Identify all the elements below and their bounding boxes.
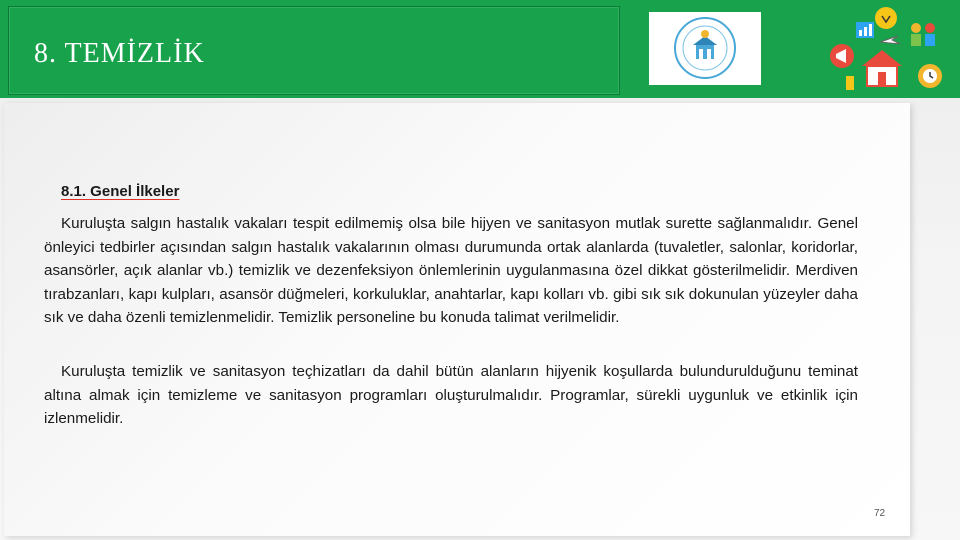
people-icon: [911, 23, 935, 46]
plane-icon: [880, 36, 900, 44]
page-number: 72: [874, 508, 886, 519]
body-paragraph: Kuruluşta salgın hastalık vakaları tespit edilmemiş olsa bile hijyen ve sanitasyon mutlak surette sağlanmalıdır. Genel önleyici tedbirler açısından salgın hastalık vakalarının olması durumunda ortak alanlarda (tuvaletler, salonlar, koridorlar, asansörler, açık alanlar vb.) temizlik ve dezenfeksiyon önlemlerinin uygulanmasına özel dikkat gösterilmelidir. Merdiven tırabzanları, kapı kulpları, asansör düğmeleri, korkuluklar, anahtarlar, kapı kolları vb. gibi sık sık dokunulan yüzeyler daha sık ve daha özenli temizlenmelidir. Temizlik personeline bu konuda talimat verilmelidir.: [44, 215, 858, 326]
megaphone-icon: [830, 44, 854, 68]
clock-icon: [918, 64, 942, 88]
house-icon: [862, 50, 902, 86]
page-title: 8. TEMİZLİK: [34, 38, 205, 69]
body-paragraph: Kuruluşta temizlik ve sanitasyon teçhizatları da dahil bütün alanların hijyenik koşullarda bulundurulduğunu teminat altına almak için temizleme ve sanitasyon programları oluşturulmalıdır. Programlar, sürekli uygunluk ve etkinlik için izlenmelidir.: [44, 363, 858, 427]
section-heading: 8.1. Genel İlkeler: [61, 183, 180, 200]
school-logo: [649, 12, 761, 85]
lightbulb-icon: [875, 7, 897, 29]
chart-icon: [856, 22, 874, 38]
decorative-illustration: [822, 4, 958, 96]
school-emblem-logo-icon: [649, 12, 761, 85]
bottle-icon: [846, 76, 854, 90]
